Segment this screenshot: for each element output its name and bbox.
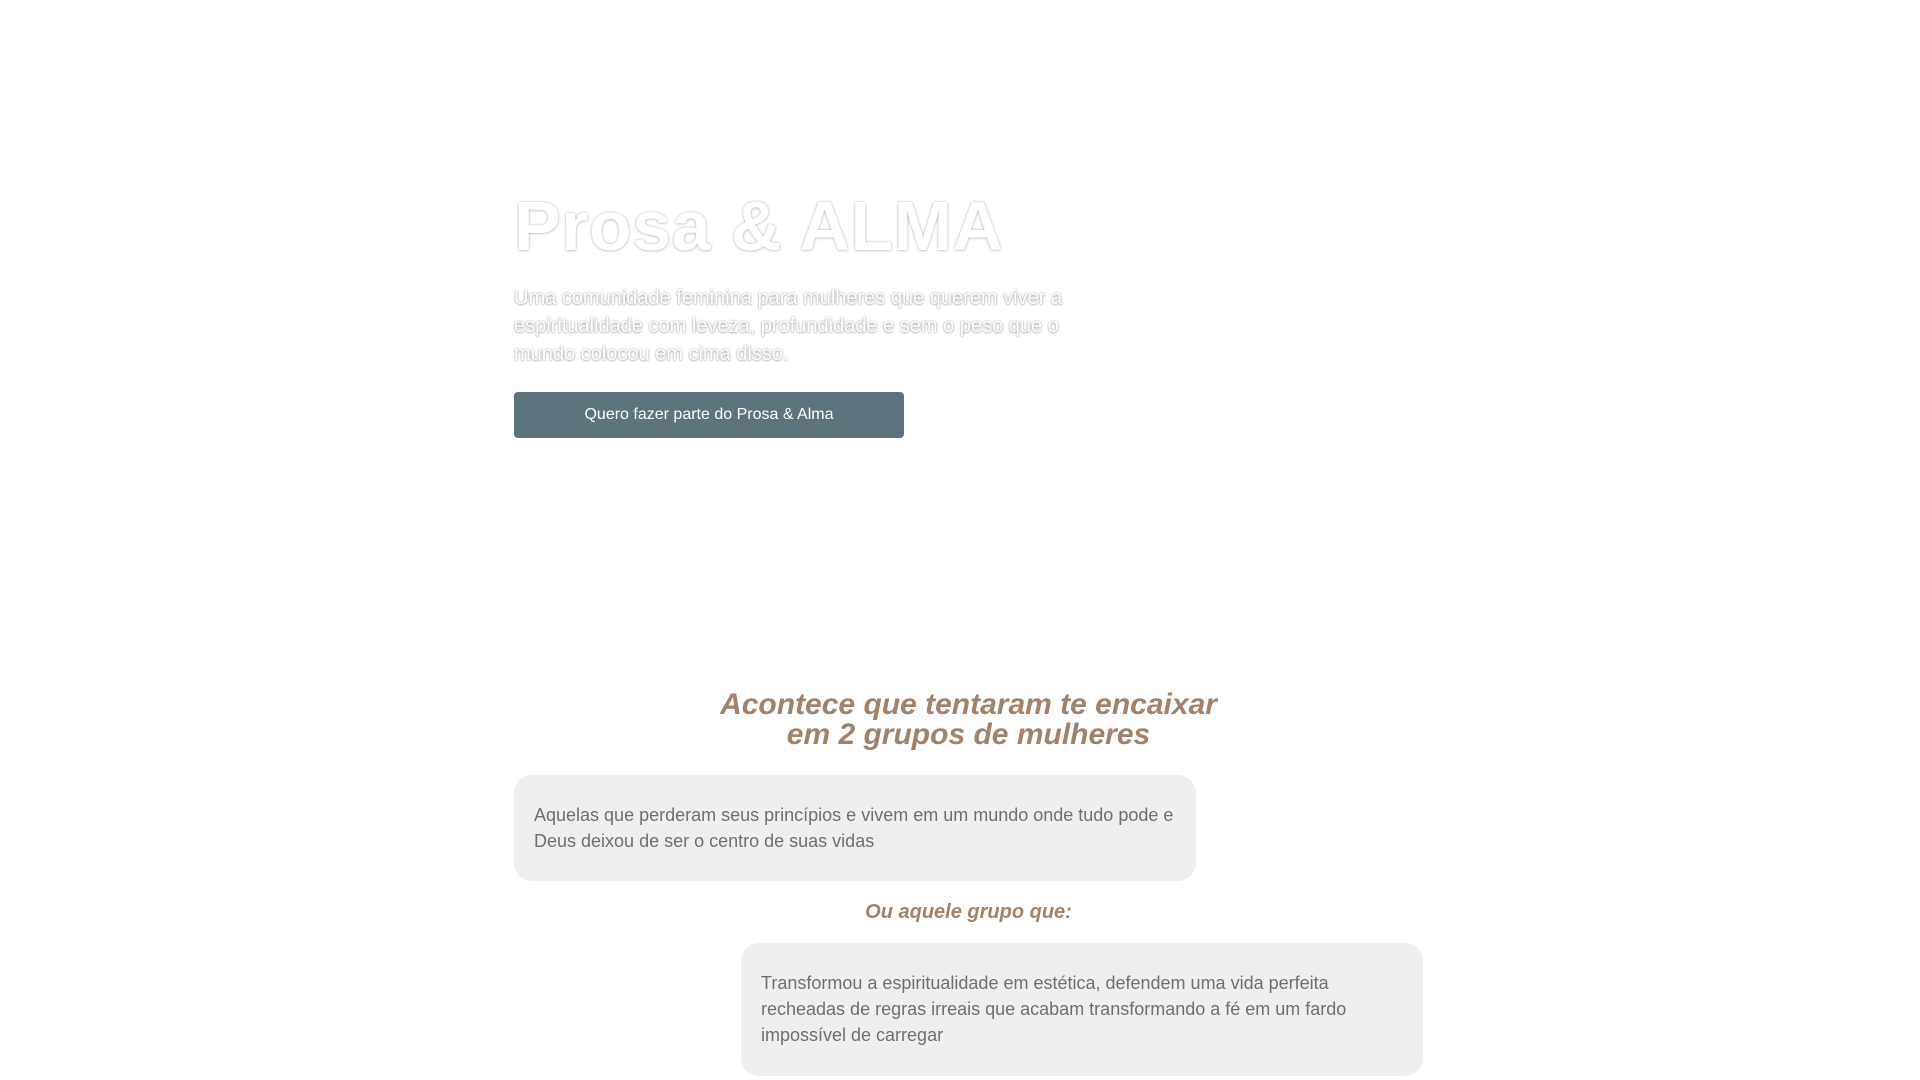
join-community-button[interactable]: Quero fazer parte do Prosa & Alma <box>514 392 904 438</box>
groups-heading-line-1: Acontece que tentaram te encaixar <box>720 688 1217 721</box>
hero-subtitle: Uma comunidade feminina para mulheres que querem viver a espiritualidade com leveza, profundidade e sem o peso que o mundo colocou em cima disso. <box>514 286 1063 365</box>
groups-connector-text: Ou aquele grupo que: <box>865 901 1072 923</box>
group-card-1 <box>514 775 1196 881</box>
hero-title: Prosa & ALMA <box>514 187 1004 265</box>
groups-heading-line-2: em 2 grupos de mulheres <box>786 718 1151 751</box>
groups-heading <box>0 690 1920 750</box>
group-card-2-text: Transformou a espiritualidade em estética, defendem uma vida perfeita recheadas de regras irreais que acabam transformando a fé em um fardo impossível de carregar <box>761 973 1347 1045</box>
group-card-1-text: Aquelas que perderam seus princípios e vivem em um mundo onde tudo pode e Deus deixou de ser o centro de suas vidas <box>534 805 1174 851</box>
hero-section <box>514 187 1234 438</box>
group-card-2 <box>741 943 1423 1076</box>
